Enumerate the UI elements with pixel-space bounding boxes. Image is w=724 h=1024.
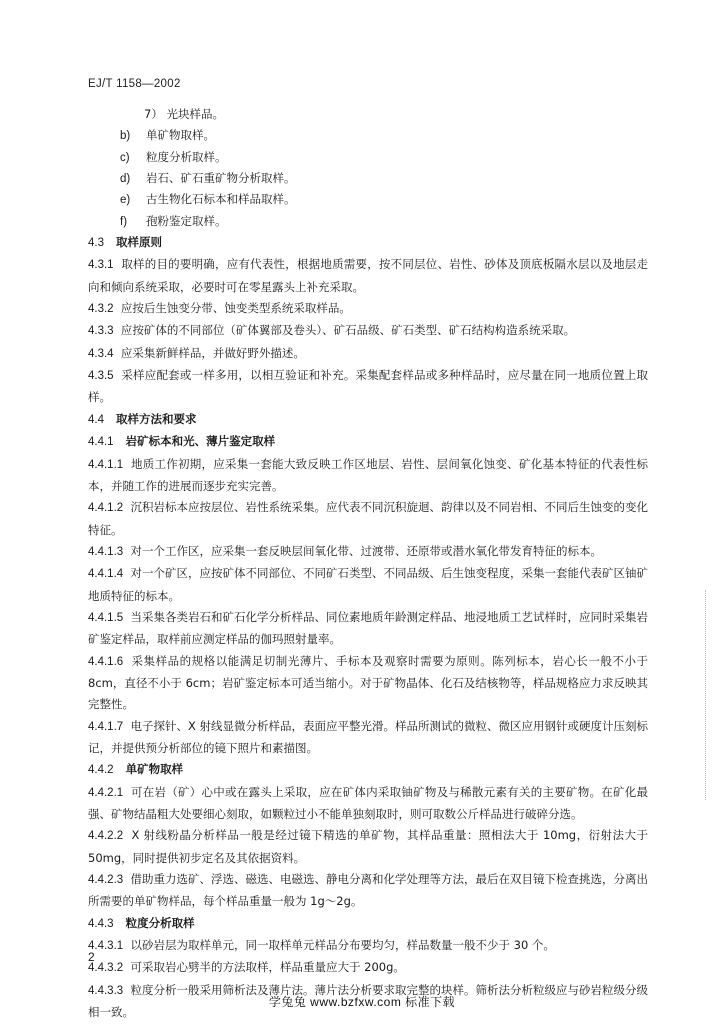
section-title: 取样原则 bbox=[116, 235, 162, 250]
clause-number: 4.4.1.7 bbox=[88, 720, 124, 733]
clause-text: 可在岩（矿）心中或在露头上采取，应在矿体内采取铀矿物及与稀散元素有关的主要矿物。在矿化最强、矿物结晶粗大处要细心刻取，如颗粒过小不能单独刻取时，则可取数公斤样品进行破碎分选。 bbox=[88, 784, 648, 821]
section-number: 4.4 bbox=[88, 413, 104, 426]
clause-text: 应按矿体的不同部位（矿体翼部及卷头）、矿石品级、矿石类型、矿石结构构造系统采取。 bbox=[120, 323, 576, 338]
clause-number: 4.4.2.3 bbox=[88, 874, 124, 887]
list-item-c bbox=[88, 147, 648, 168]
paragraph-4-3-2 bbox=[88, 298, 648, 320]
section-number: 4.4.2 bbox=[88, 764, 114, 777]
clause-text: 地质工作初期，应采集一套能大致反映工作区地层、岩性、层间氧化蚀变、矿化基本特征的代表性标本，并随工作的进展而逐步充实完善。 bbox=[88, 456, 648, 493]
standard-code-header: EJ/T 1158—2002 bbox=[88, 78, 181, 90]
section-heading-4-3 bbox=[88, 232, 648, 254]
section-title: 取样方法和要求 bbox=[116, 411, 197, 426]
clause-number: 4.4.1.1 bbox=[88, 458, 124, 471]
section-title: 粒度分析取样 bbox=[125, 915, 195, 930]
list-item-text: 7） 光块样品。 bbox=[144, 107, 224, 121]
list-item-f bbox=[88, 211, 648, 232]
list-item-text: 粒度分析取样。 bbox=[146, 149, 227, 164]
paragraph-4-4-1-6 bbox=[88, 651, 648, 716]
clause-text: 借助重力选矿、浮选、磁选、电磁选、静电分离和化学处理等方法，最后在双目镜下检查挑选，分离出所需要的单矿物样品，每个样品重量一般为 1g～2g。 bbox=[88, 872, 648, 909]
paragraph-4-4-1-2 bbox=[88, 497, 648, 541]
list-item-text: 单矿物取样。 bbox=[146, 128, 215, 143]
list-item-text: 岩石、矿石重矿物分析取样。 bbox=[146, 171, 296, 186]
paragraph-4-4-1-4 bbox=[88, 563, 648, 607]
clause-number: 4.3.2 bbox=[88, 303, 114, 316]
list-item-b bbox=[88, 125, 648, 146]
clause-text: 电子探针、X 射线显微分析样品，表面应平整光滑。样品所测试的微粒、微区应用钢针或硬度计压刻标记，并提供预分析部位的镜下照片和素描图。 bbox=[88, 718, 649, 755]
paragraph-4-4-2-2 bbox=[88, 825, 648, 869]
document-body bbox=[88, 104, 648, 1023]
clause-number: 4.4.3.1 bbox=[88, 940, 124, 953]
clause-text: X 射线粉晶分析样品一般是经过镜下精选的单矿物，其样品重量：照相法大于 10mg，衍射法大于 50mg，同时提供初步定名及其依据资料。 bbox=[88, 828, 648, 865]
paragraph-4-4-1-5 bbox=[88, 607, 648, 651]
paragraph-4-4-2-1 bbox=[88, 782, 648, 826]
clause-text: 可采取岩心劈半的方法取样，样品重量应大于 200g。 bbox=[130, 960, 405, 975]
footer-watermark-link[interactable]: 学兔兔 www.bzfxw.com 标准下载 bbox=[268, 995, 456, 1009]
section-number: 4.4.3 bbox=[88, 917, 114, 930]
list-item-label: b) bbox=[120, 130, 131, 143]
paragraph-4-4-2-3 bbox=[88, 869, 648, 913]
clause-text: 沉积岩标本应按层位、岩性系统采集。应代表不同沉积旋迴、韵律以及不同岩相、不同后生蚀变的变化特征。 bbox=[88, 500, 648, 537]
clause-number: 4.4.3.2 bbox=[88, 962, 124, 975]
list-item-label: f) bbox=[120, 215, 128, 228]
clause-text: 取样的目的要明确，应有代表性，根据地质需要，按不同层位、岩性、砂体及顶底板隔水层以及地层走向和倾向系统采取，必要时可在零星露头上补充采取。 bbox=[88, 257, 648, 294]
clause-number: 4.3.4 bbox=[88, 347, 114, 360]
list-item-7 bbox=[88, 104, 648, 125]
clause-number: 4.4.1.2 bbox=[88, 502, 124, 515]
section-heading-4-4 bbox=[88, 409, 648, 431]
clause-text: 粒度分析一般采用筛析法及薄片法。薄片法分析要求取完整的块样。筛析法分析粒级应与砂岩粒级分级相一致。 bbox=[88, 982, 648, 1020]
list-item-e bbox=[88, 189, 648, 210]
section-heading-4-4-1 bbox=[88, 431, 648, 453]
section-heading-4-4-3 bbox=[88, 913, 648, 935]
clause-text: 采样应配套或一样多用，以相互验证和补充。采集配套样品或多种样品时，应尽量在同一地质位置上取样。 bbox=[88, 368, 648, 405]
clause-text: 采集样品的规格以能满足切制光薄片、手标本及观察时需要为原则。陈列标本，岩心长一般不小于 8cm，直径不小于 6cm；岩矿鉴定标本可适当缩小。对于矿物晶体、化石及结核物等，样品规格应力求反映其完整性。 bbox=[88, 653, 648, 712]
paragraph-4-3-5 bbox=[88, 365, 648, 409]
clause-text: 对一个矿区，应按矿体不同部位、不同矿石类型、不同品级、后生蚀变程度，采集一套能代表矿区铀矿地质特征的标本。 bbox=[88, 566, 648, 603]
clause-number: 4.4.1.5 bbox=[88, 611, 124, 624]
paragraph-4-3-4 bbox=[88, 343, 648, 365]
clause-text: 应采集新鲜样品，并做好野外描述。 bbox=[120, 345, 305, 360]
paragraph-4-4-1-1 bbox=[88, 454, 648, 498]
clause-text: 当采集各类岩石和矿石化学分析样品、同位素地质年龄测定样品、地浸地质工艺试样时，应同时采集岩矿鉴定样品，取样前应测定样品的伽玛照射量率。 bbox=[88, 609, 648, 647]
list-item-label: e) bbox=[120, 194, 131, 207]
clause-text: 以砂岩层为取样单元，同一取样单元样品分布要均匀，样品数量一般不少于 30 个。 bbox=[130, 938, 555, 953]
clause-number: 4.4.1.6 bbox=[88, 655, 124, 668]
scan-edge-marks bbox=[705, 590, 707, 800]
paragraph-4-4-1-3 bbox=[88, 541, 648, 563]
section-number: 4.3 bbox=[88, 237, 104, 250]
clause-number: 4.4.1.4 bbox=[88, 568, 124, 581]
paragraph-4-4-3-2 bbox=[88, 957, 648, 979]
clause-number: 4.4.1.3 bbox=[88, 545, 124, 558]
section-title: 单矿物取样 bbox=[125, 762, 184, 777]
paragraph-4-4-1-7 bbox=[88, 716, 648, 760]
clause-text: 应按后生蚀变分带、蚀变类型系统采取样品。 bbox=[120, 301, 351, 316]
section-title: 岩矿标本和光、薄片鉴定取样 bbox=[125, 434, 276, 449]
clause-number: 4.4.3.3 bbox=[88, 984, 124, 997]
list-item-label: c) bbox=[120, 151, 130, 164]
paragraph-4-3-1 bbox=[88, 254, 648, 298]
clause-text: 对一个工作区，应采集一套反映层间氧化带、过渡带、还原带或潜水氧化带发育特征的标本。 bbox=[130, 543, 602, 558]
clause-number: 4.4.2.2 bbox=[88, 830, 124, 843]
list-item-label: d) bbox=[120, 173, 131, 186]
clause-number: 4.3.5 bbox=[88, 370, 114, 383]
paragraph-4-4-3-1 bbox=[88, 935, 648, 957]
list-item-d bbox=[88, 168, 648, 189]
clause-number: 4.3.1 bbox=[88, 259, 114, 272]
clause-number: 4.3.3 bbox=[88, 325, 114, 338]
list-item-text: 孢粉鉴定取样。 bbox=[146, 213, 227, 228]
section-heading-4-4-2 bbox=[88, 759, 648, 781]
clause-number: 4.4.2.1 bbox=[88, 786, 124, 799]
paragraph-4-3-3 bbox=[88, 320, 648, 342]
list-item-text: 古生物化石标本和样品取样。 bbox=[146, 192, 296, 207]
section-number: 4.4.1 bbox=[88, 436, 114, 449]
page-number: 2 bbox=[88, 950, 95, 964]
